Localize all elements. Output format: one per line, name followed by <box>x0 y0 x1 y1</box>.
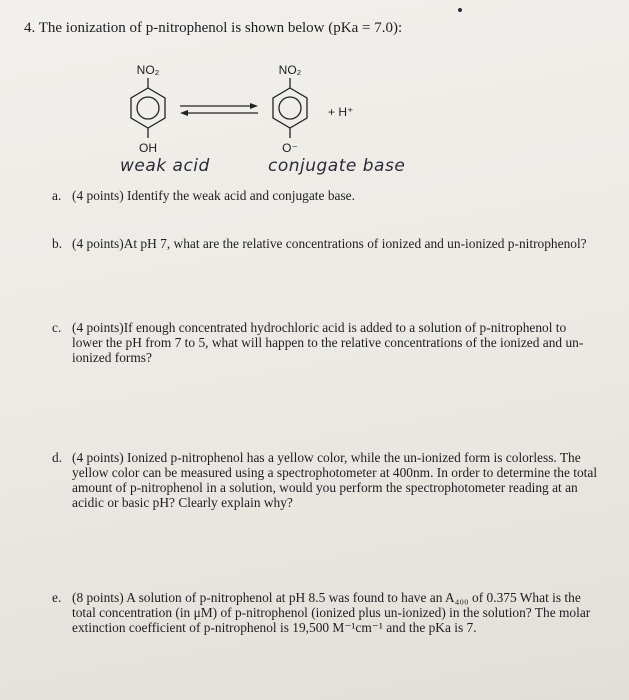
part-d-letter: d. <box>52 450 63 465</box>
left-hydroxyl-group: OH <box>139 141 157 155</box>
right-nitro-group: NO₂ <box>278 63 302 77</box>
part-a <box>52 188 600 203</box>
question-title: 4. The ionization of p-nitrophenol is shown below (pKa = 7.0): <box>24 20 403 36</box>
part-e-text: (8 points) A solution of p-nitrophenol at pH 8.5 was found to have an A₄₀₀ of 0.375 What is the total concentration (in μM) of p-nitrophenol (ionized plus un-ionized) in the solution? The molar extinction coefficient of p-nitrophenol is 19,500 M⁻¹cm⁻¹ and the pKa is 7. <box>72 590 591 635</box>
right-phenolate-group: O⁻ <box>282 141 298 155</box>
part-c-letter: c. <box>52 320 62 335</box>
right-benzene-ring <box>273 78 307 138</box>
part-b-text: (4 points)At pH 7, what are the relative concentrations of ionized and un-ionized p-nitrophenol? <box>72 236 587 251</box>
part-d <box>52 450 600 510</box>
part-e-letter: e. <box>52 590 62 605</box>
part-d-text: (4 points) Ionized p-nitrophenol has a yellow color, while the un-ionized form is colorless. The yellow color can be measured using a spectrophotometer at 400nm. In order to determine the total amount of p-nitrophenol in a solution, would you perform the spectrophotometer reading at an acidic or basic pH? Clearly explain why? <box>72 450 598 510</box>
part-c <box>52 320 600 365</box>
left-benzene-ring <box>131 78 165 138</box>
left-nitro-group: NO₂ <box>136 63 160 77</box>
part-b-letter: b. <box>52 236 63 251</box>
handwritten-conjugate-base: conjugate base <box>268 156 406 176</box>
ink-dot <box>458 8 462 12</box>
equilibrium-arrows <box>180 103 258 116</box>
part-a-text: (4 points) Identify the weak acid and conjugate base. <box>72 188 355 203</box>
part-e <box>52 590 600 635</box>
part-a-letter: a. <box>52 188 62 203</box>
part-b <box>52 236 600 251</box>
part-c-text: (4 points)If enough concentrated hydrochloric acid is added to a solution of p-nitrophenol to lower the pH from 7 to 5, what will happen to the relative concentrations of the ionized and un-ionized forms? <box>72 320 584 365</box>
handwritten-weak-acid: weak acid <box>120 156 210 176</box>
proton-label: + H⁺ <box>328 105 354 119</box>
